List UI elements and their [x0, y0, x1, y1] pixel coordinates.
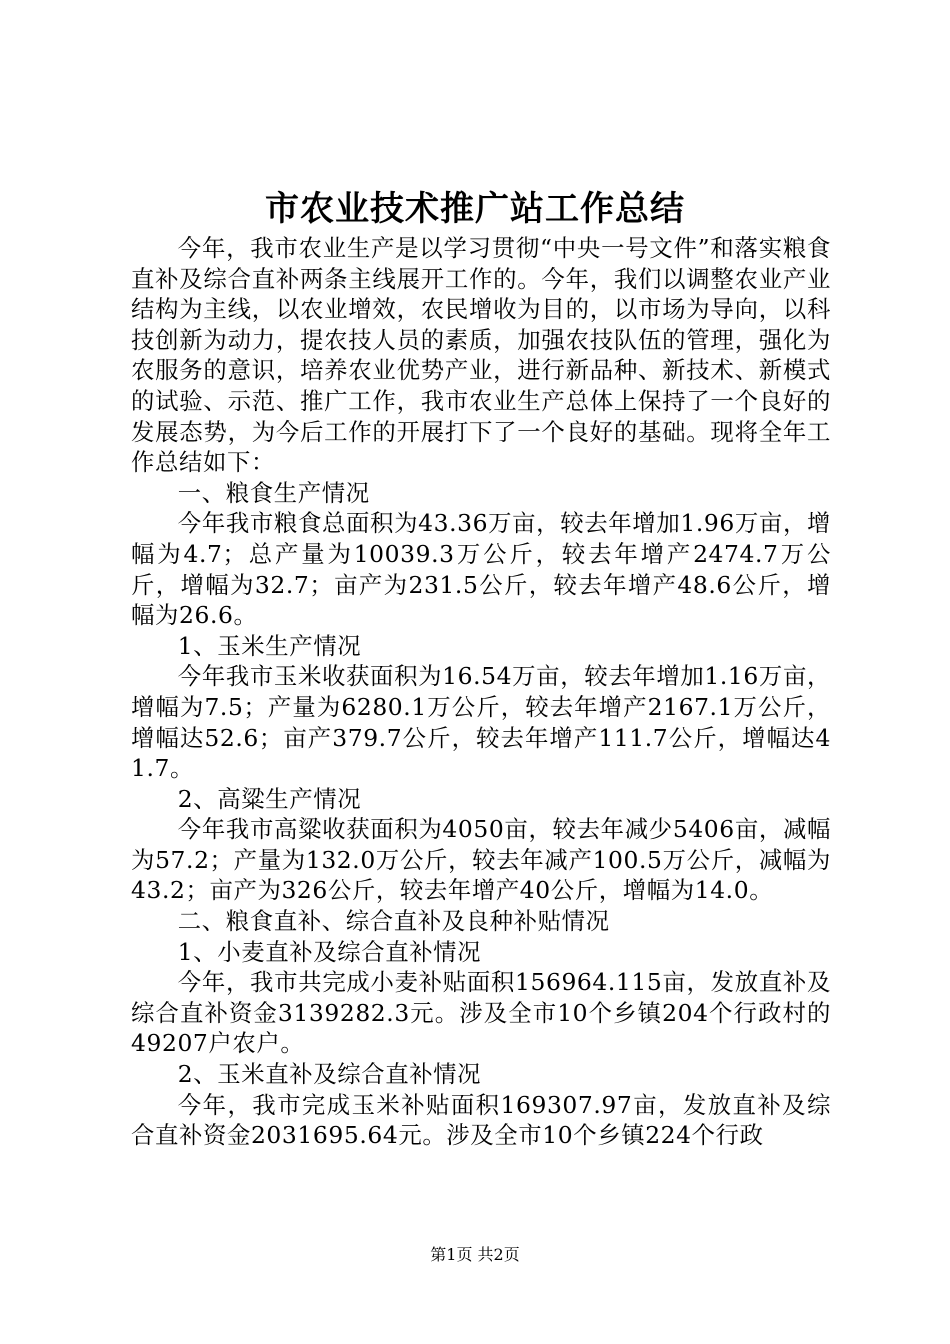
- heading-sorghum-production: 2、高粱生产情况: [177, 784, 362, 813]
- paragraph-grain-production: 今年我市粮食总面积为43.36万亩，较去年增加1.96万亩，增幅为4.7；总产量为10039.3万公斤，较去年增产2474.7万公斤，增幅为32.7；亩产为231.5公斤，较去年增产48.6公斤，增幅为26.6。: [131, 509, 831, 630]
- heading-corn-subsidy: 2、玉米直补及综合直补情况: [177, 1060, 482, 1089]
- page-footer: 第1页 共2页: [430, 1245, 520, 1264]
- heading-wheat-subsidy: 1、小麦直补及综合直补情况: [177, 937, 482, 966]
- heading-corn-production: 1、玉米生产情况: [177, 631, 362, 660]
- paragraph-sorghum-production: 今年我市高粱收获面积为4050亩，较去年减少5406亩，减幅为57.2；产量为132.0万公斤，较去年减产100.5万公斤，减幅为43.2；亩产为326公斤，较去年增产40公斤，增幅为14.0。: [131, 815, 831, 905]
- heading-subsidies: 二、粮食直补、综合直补及良种补贴情况: [177, 907, 610, 936]
- paragraph-corn-production: 今年我市玉米收获面积为16.54万亩，较去年增加1.16万亩，增幅为7.5；产量为6280.1万公斤，较去年增产2167.1万公斤，增幅达52.6；亩产379.7公斤，较去年增产111.7公斤，增幅达41.7。: [131, 662, 831, 783]
- paragraph-corn-subsidy: 今年，我市完成玉米补贴面积169307.97亩，发放直补及综合直补资金2031695.64元。涉及全市10个乡镇224个行政: [131, 1090, 831, 1150]
- document-title: 市农业技术推广站工作总结: [265, 189, 685, 229]
- paragraph-wheat-subsidy: 今年，我市共完成小麦补贴面积156964.115亩，发放直补及综合直补资金3139282.3元。涉及全市10个乡镇204个行政村的49207户农户。: [131, 968, 831, 1058]
- document-body: [131, 233, 831, 1151]
- heading-grain-production: 一、粮食生产情况: [177, 478, 370, 507]
- paragraph-intro: 今年，我市农业生产是以学习贯彻“中央一号文件”和落实粮食直补及综合直补两条主线展开工作的。今年，我们以调整农业产业结构为主线，以农业增效，农民增收为目的，以市场为导向，以科技创新为动力，提农技人员的素质，加强农技队伍的管理，强化为农服务的意识，培养农业优势产业，进行新品种、新技术、新模式的试验、示范、推广工作，我市农业生产总体上保持了一个良好的发展态势，为今后工作的开展打下了一个良好的基础。现将全年工作总结如下：: [131, 234, 831, 477]
